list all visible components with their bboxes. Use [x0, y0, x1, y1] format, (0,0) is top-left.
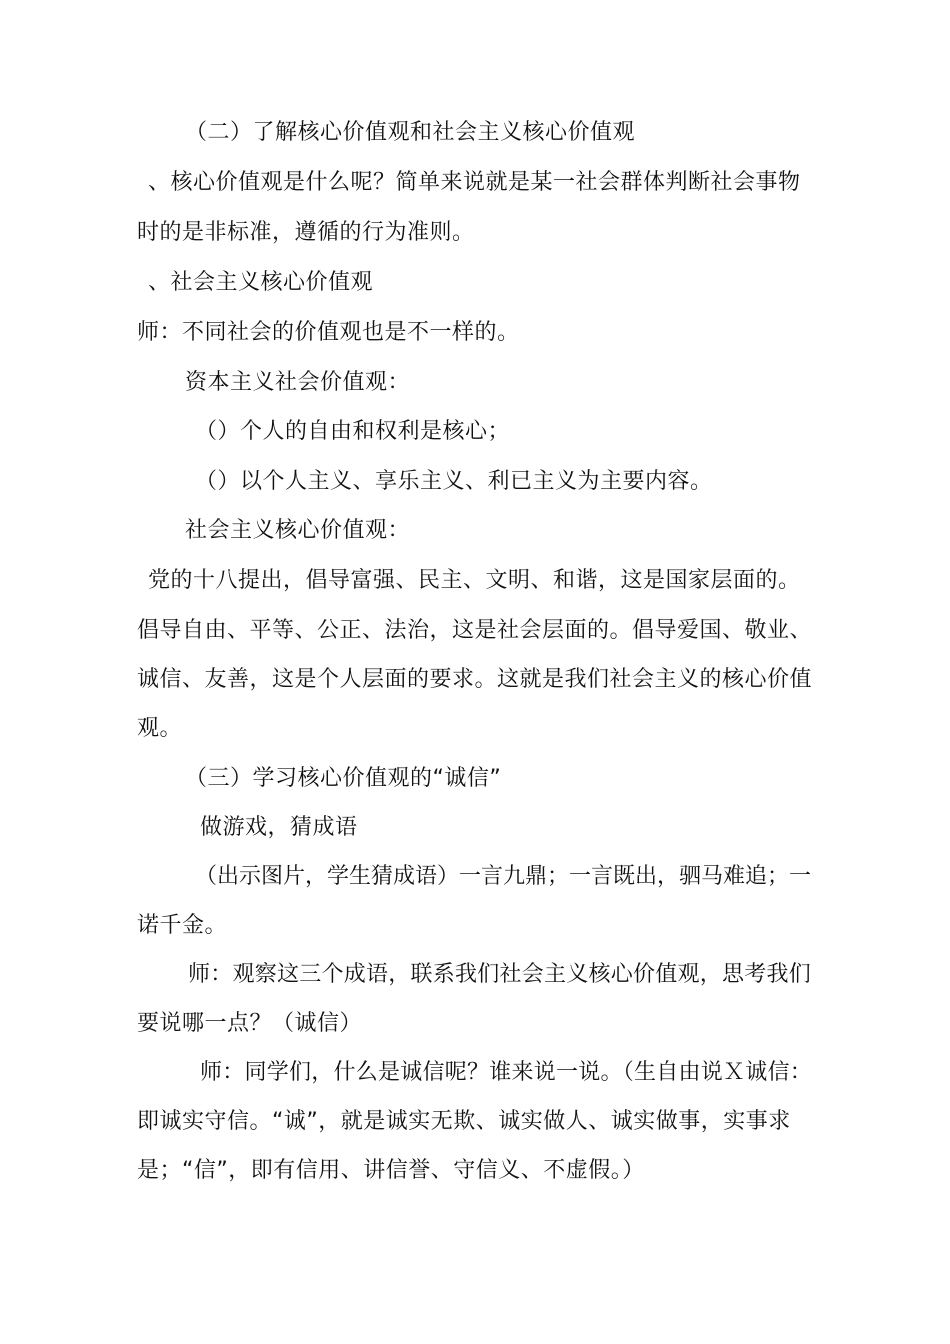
paragraph-line: 资本主义社会价值观：	[185, 370, 411, 395]
paragraph-line: 要说哪一点？（诚信）	[137, 1011, 363, 1036]
paragraph-line: 时的是非标准，遵循的行为准则。	[137, 220, 475, 245]
paragraph-line: 诚信、友善，这是个人层面的要求。这就是我们社会主义的核心价值	[137, 667, 813, 692]
paragraph-line: 师：同学们，什么是诚信呢？谁来说一说。（生自由说Ｘ诚信：	[200, 1060, 813, 1085]
paragraph-line: 师：不同社会的价值观也是不一样的。	[137, 320, 520, 345]
paragraph-line: 师：观察这三个成语，联系我们社会主义核心价值观，思考我们	[188, 962, 812, 987]
paragraph-line: 倡导自由、平等、公正、法治，这是社会层面的。倡导爱国、敬业、	[137, 618, 813, 643]
paragraph-line: 、社会主义核心价值观	[148, 270, 374, 295]
list-item: （）个人的自由和权利是核心；	[195, 419, 511, 444]
section-heading-3: （三）学习核心价值观的“诚信”	[185, 766, 502, 791]
paragraph-line: （出示图片，学生猜成语）一言九鼎；一言既出，驷马难追；一	[195, 864, 812, 889]
paragraph-line: 即诚实守信。“诚”，就是诚实无欺、诚实做人、诚实做事，实事求	[137, 1109, 791, 1134]
list-item: （）以个人主义、享乐主义、利已主义为主要内容。	[195, 469, 713, 494]
paragraph-line: 诺千金。	[137, 913, 228, 938]
paragraph-line: 做游戏，猜成语	[200, 815, 358, 840]
paragraph-line: 观。	[137, 716, 183, 741]
section-heading-2: （二）了解核心价值观和社会主义核心价值观	[185, 120, 636, 145]
paragraph-line: 、核心价值观是什么呢？简单来说就是某一社会群体判断社会事物	[148, 170, 801, 195]
paragraph-line: 社会主义核心价值观：	[185, 518, 411, 543]
paragraph-line: 党的十八提出，倡导富强、民主、文明、和谐，这是国家层面的。	[148, 568, 801, 593]
paragraph-line: 是；“信”，即有信用、讲信誉、守信义、不虚假。）	[137, 1158, 645, 1183]
